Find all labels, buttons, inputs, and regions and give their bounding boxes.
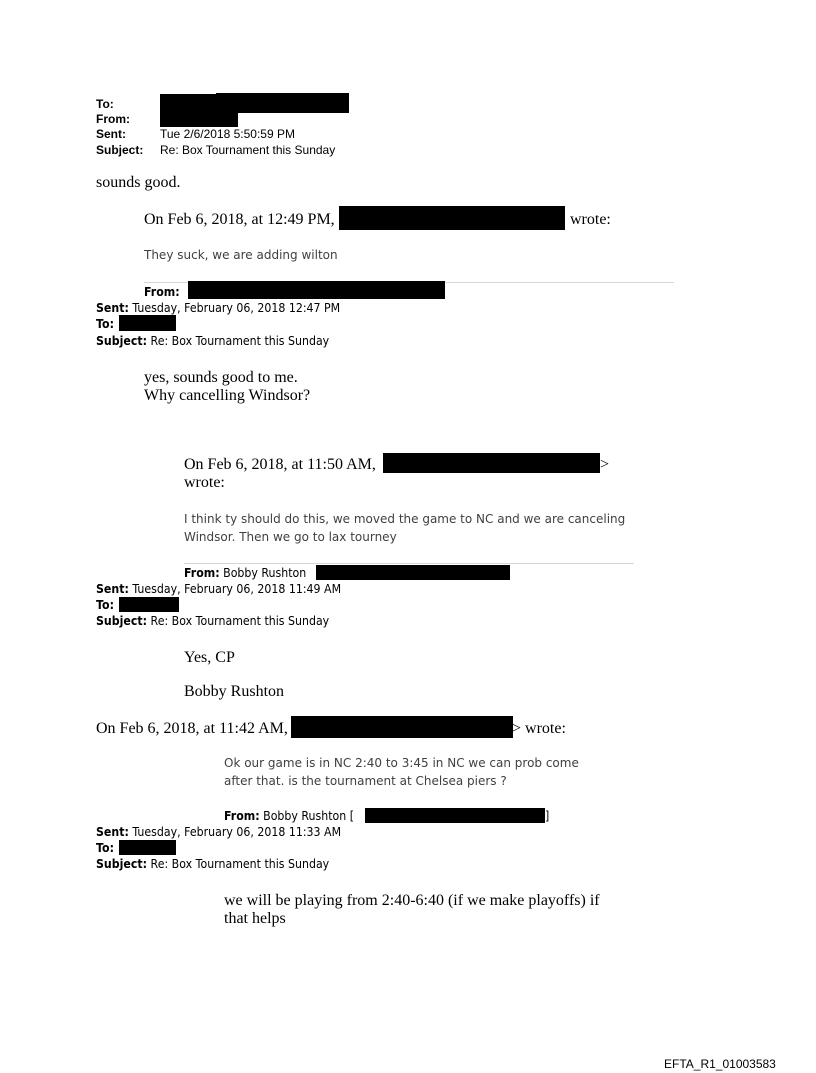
- subject-value: Re: Box Tournament this Sunday: [150, 856, 330, 871]
- sent-line: [96, 300, 340, 315]
- to-line: [96, 840, 114, 855]
- redaction-bar: [291, 716, 513, 738]
- subject-value: Re: Box Tournament this Sunday: [150, 333, 330, 348]
- reply-line: Yes, CP: [184, 649, 235, 666]
- from-value: Bobby Rushton: [223, 565, 307, 580]
- reply-line: yes, sounds good to me.: [144, 369, 298, 386]
- reply-line: Why cancelling Windsor?: [144, 387, 311, 404]
- subject-value: Re: Box Tournament this Sunday: [150, 613, 330, 628]
- to-label: To:: [96, 840, 114, 855]
- redaction-bar: [316, 565, 510, 580]
- attribution-wrote: wrote:: [570, 211, 611, 228]
- to-line: [96, 597, 114, 612]
- from-label: From:: [96, 112, 130, 126]
- reply-line: we will be playing from 2:40-6:40 (if we make playoffs) if: [224, 892, 600, 909]
- sent-line: [96, 824, 341, 839]
- redaction-bar: [119, 840, 176, 855]
- to-label: To:: [96, 316, 114, 331]
- subject-label: Subject:: [96, 613, 148, 628]
- reply-body: sounds good.: [96, 174, 181, 191]
- to-line: [96, 316, 114, 331]
- attribution-bracket: >: [600, 456, 610, 473]
- redaction-bar: [365, 808, 545, 823]
- redaction-bar: [160, 94, 218, 113]
- from-value: Bobby Rushton [: [263, 808, 355, 823]
- subject-label: Subject:: [96, 856, 148, 871]
- sent-value: Tuesday, February 06, 2018 12:47 PM: [132, 300, 341, 315]
- attribution-line: On Feb 6, 2018, at 11:50 AM,: [184, 456, 376, 473]
- attribution-line: On Feb 6, 2018, at 12:49 PM,: [144, 211, 335, 228]
- attribution-wrote: > wrote:: [512, 720, 566, 737]
- subject-label: Subject:: [96, 333, 148, 348]
- to-label: To:: [96, 97, 114, 111]
- sent-value: Tue 2/6/2018 5:50:59 PM: [160, 127, 295, 141]
- redaction-bar: [119, 597, 179, 612]
- separator-rule: [184, 563, 634, 564]
- redaction-bar: [339, 206, 565, 230]
- attribution-wrote: wrote:: [184, 474, 225, 491]
- attribution-line: On Feb 6, 2018, at 11:42 AM,: [96, 720, 288, 737]
- signature-line: Bobby Rushton: [184, 683, 285, 700]
- redaction-bar: [160, 112, 238, 127]
- subject-value: Re: Box Tournament this Sunday: [160, 143, 336, 157]
- from-line: [144, 284, 180, 299]
- from-label: From:: [144, 284, 180, 299]
- to-label: To:: [96, 597, 114, 612]
- redaction-bar: [383, 453, 600, 473]
- subject-line: [96, 333, 329, 348]
- sent-line: [96, 581, 341, 596]
- sent-label: Sent:: [96, 581, 129, 596]
- redaction-bar: [188, 281, 445, 299]
- sent-value: Tuesday, February 06, 2018 11:33 AM: [132, 824, 342, 839]
- subject-line: [96, 856, 329, 871]
- document-id: EFTA_R1_01003583: [664, 1057, 776, 1071]
- from-label: From:: [184, 565, 220, 580]
- subject-label: Subject:: [96, 143, 144, 157]
- sent-value: Tuesday, February 06, 2018 11:49 AM: [132, 581, 342, 596]
- sent-label: Sent:: [96, 824, 129, 839]
- sent-label: Sent:: [96, 127, 126, 141]
- quoted-body-line: They suck, we are adding wilton: [144, 248, 338, 262]
- subject-line: [96, 613, 329, 628]
- redaction-bar: [216, 93, 349, 113]
- from-line: [184, 565, 306, 580]
- quoted-body-line: Windsor. Then we go to lax tourney: [184, 530, 397, 544]
- from-line: [224, 808, 354, 823]
- reply-line: that helps: [224, 910, 286, 927]
- quoted-body-line: after that. is the tournament at Chelsea piers ?: [224, 774, 507, 788]
- from-label: From:: [224, 808, 260, 823]
- quoted-body-line: Ok our game is in NC 2:40 to 3:45 in NC we can prob come: [224, 756, 579, 770]
- from-bracket-close: ]: [545, 808, 550, 823]
- quoted-body-line: I think ty should do this, we moved the game to NC and we are canceling: [184, 512, 626, 526]
- sent-label: Sent:: [96, 300, 129, 315]
- redaction-bar: [119, 315, 176, 331]
